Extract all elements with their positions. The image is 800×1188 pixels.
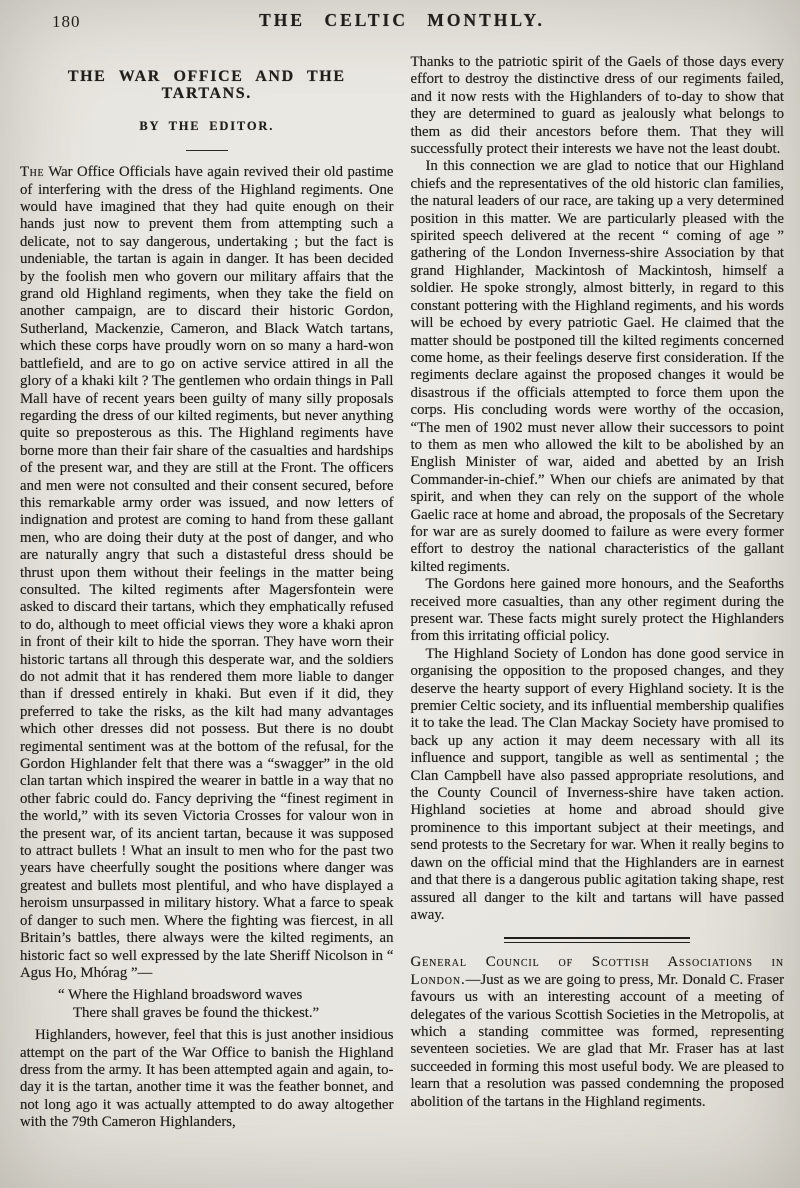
verse-quote [58, 987, 394, 1022]
article-paragraph: The Highland Society of London has done good service in organising the opposition to the proposed changes, and they deserve the hearty support of every Highland society. It is the premier Celtic society, and its influential membership qualifies it to take the lead. The Clan Mackay Society have promised to back up any action it may deem necessary with all its influence and support, tangible as well as sentimental ; the Clan Campbell have also passed appropriate resolutions, and the County Council of Inverness-shire have taken action. Highland societies at home and abroad should give prominence to this important subject at their meetings, and send protests to the Secretary for war. When it really begins to dawn on the official mind that the Highlanders are in earnest and that there is a dangerous public agitation taking shape, rest assured all danger to the kilt and tartans will have passed away. [410, 645, 784, 923]
section-divider-rule [504, 937, 690, 943]
masthead [20, 10, 784, 38]
article-paragraph: In this connection we are glad to notice that our Highland chiefs and the representatives of the old historic clan families, the natural leaders of our race, are taking up a very determined position in this matter. We are particularly pleased with the spirited speech delivered at the recent “ coming of age ” gathering of the London Inverness-shire Association by that grand Highlander, Mackintosh of Mackintosh, himself a soldier. He spoke strongly, almost bitterly, in regard to this constant pottering with the Highland regiments, and his words will be echoed by every patriotic Gael. He claimed that the matter should be postponed till the kilted regiments concerned come home, as their feelings deserve first consideration. If the regiments declare against the proposed changes it would be disastrous if the officials attempted to force them upon the corps. His concluding words were worthy of the occasion, “The men of 1902 must never allow their successors to point to them as men who allowed the kilt to be abolished by an English Minister of war, aided and abetted by an Irish Commander-in-chief.” When our chiefs are animated by that spirit, and when they can rely on the support of the whole Gaelic race at home and abroad, the proposals of the Secretary for war are as surely doomed to failure as were every former effort to destroy the national characteristics of the gallant kilted regiments. [410, 158, 784, 575]
article-paragraph [20, 164, 394, 982]
paragraph-text: War Office Officials have again revived their old pastime of interfering with the dress of the Highland regiments. One would have imagined that they had quite enough on their hands just now to prevent them from attempting such a delicate, not to say dangerous, undertaking ; but the fact is undeniable, the tartan is again in danger. It has been decided by the foolish men who govern our military affairs that the grand old Highland regiments, when they take the field on another campaign, are to discard their historic Gordon, Sutherland, Mackenzie, Cameron, and Black Watch tartans, which these corps have proudly worn on so many a hard-won battlefield, and are to go on active service attired in all the glory of a khaki kilt ? The gentlemen who ordain things in Pall Mall have of recent years been guilty of many silly proposals regarding the dress of our kilted regiments, but never anything quite so preposterous as this. The Highland regiments have borne more than their fair share of the casualties and hardships of the present war, and they are still at the Front. The officers and men were not consulted and their consent secured, before this remarkable army order was issued, and now letters of indignation and protest are coming to hand from these gallant men, who are doing their duty at the post of danger, and who are naturally angry that such a distasteful dress should be thrust upon them without their feelings in the matter being consulted. The kilted regiments after Magersfontein were asked to discard their tartans, which they emphatically refused to do, although to meet official views they wore a khaki apron in front of their kilt to hide the sporran. They have worn their historic tartans all through this desperate war, and the soldiers do not admit that it has rendered them more liable to danger than if dressed entirely in khaki. But even if it did, they preferred to take the risks, as the kilt had many advantages which other dresses did not possess. But there is no doubt regimental sentiment was at the bottom of the refusal, for the Gordon Highlander felt that there was a “swagger” in the old clan tartan which inspired the wearer in battle in a way that no other fabric could do. Fancy depriving the “finest regiment in the world,” with its seven Victoria Crosses for valour won in the present war, of its ancient tartan, because it was supposed to attract bullets ! What an insult to men who for the past two years have cheerfully sought the positions where danger was greatest and bullets most plentiful, and who have displayed a heroism unsurpassed in military history. What a farce to speak of danger to such men. Where the fighting was fiercest, in all Britain’s battles, there always were the kilted regiments, an historic fact so well expressed by the late Sheriff Nicolson in “ Agus Ho, Mhórag ”— [20, 164, 394, 981]
article-paragraph: Thanks to the patriotic spirit of the Gaels of those days every effort to destroy the distinctive dress of our regiments failed, and it now rests with the Highlanders of to-day to show that they are determined to guard as jealously what belongs to them as did their ancestors before them. That they will successfully protect their interests we have not the least doubt. [410, 54, 784, 158]
left-column [20, 54, 394, 1132]
byline-rule [186, 150, 228, 151]
page-number: 180 [52, 12, 81, 31]
journal-title: THE CELTIC MONTHLY. [259, 10, 545, 30]
article-byline: BY THE EDITOR. [139, 118, 275, 133]
lead-word: The [20, 164, 45, 181]
two-column-layout [20, 54, 784, 1132]
verse-line: “ Where the Highland broadsword waves [58, 987, 303, 1004]
right-column [411, 54, 785, 1132]
article-paragraph: Highlanders, however, feel that this is just another insidious attempt on the part of the War Office to banish the Highland dress from the army. It has been attempted again and again, to-day it is the tartan, another time it was the feather bonnet, and not long ago it was actually attempted to do away altogether with the 79th Cameron Highlanders, [20, 1027, 394, 1131]
news-item-body: —Just as we are going to press, Mr. Donald C. Fraser favours us with an interesting account of a meeting of delegates of the various Scottish Societies in the Metropolis, at which a standing committee was formed, representing seventeen societies. We are glad that Mr. Fraser has at last succeeded in forming this most useful body. We are pleased to learn that a resolution was passed condemning the proposed abolition of the tartans in the Highland regiments. [410, 971, 784, 1110]
article-paragraph: The Gordons here gained more honours, and the Seaforths received more casualties, than any other regiment during the present war. These facts might surely protect the Highlanders from this irritating official policy. [410, 576, 784, 645]
verse-line: There shall graves be found the thickest.” [73, 1004, 320, 1021]
news-item-lead: General Council of Scottish Associations in London. [410, 954, 784, 988]
news-item [411, 954, 785, 1111]
article-title: THE WAR OFFICE AND THE TARTANS. [67, 68, 346, 103]
